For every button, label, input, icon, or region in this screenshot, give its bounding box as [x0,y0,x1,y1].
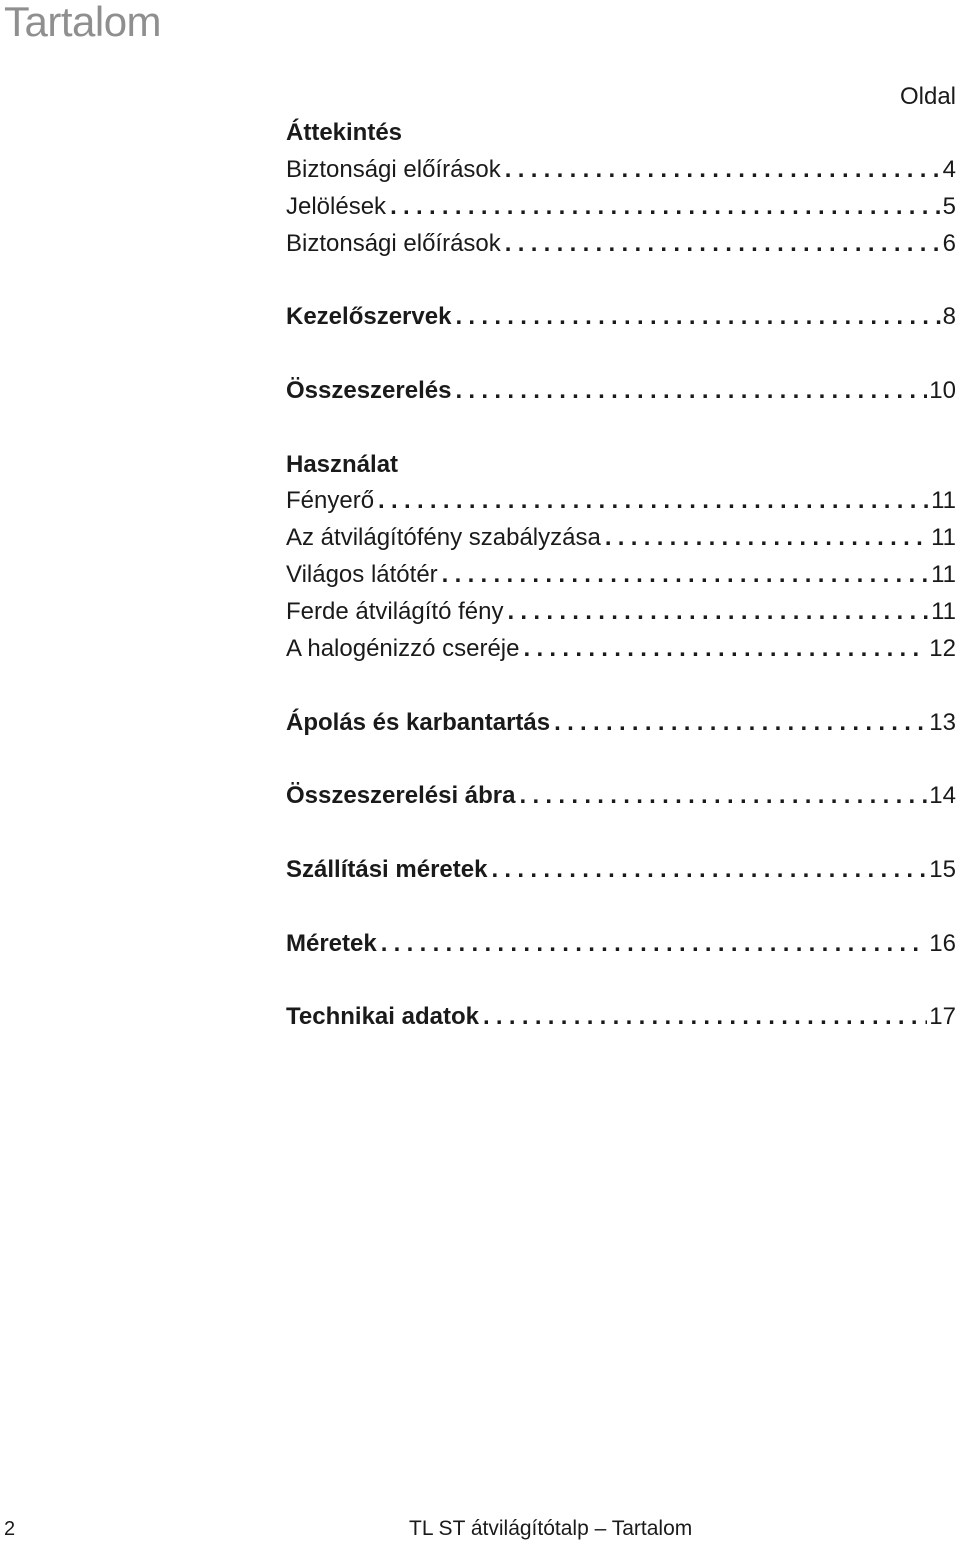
toc-entry-controls[interactable] [286,302,956,332]
toc-entry-label: Kezelőszervek [286,303,452,330]
toc-entry-page: 10 [929,377,956,404]
toc-heading-usage: Használat [286,451,399,478]
toc-entry-shipping-dimensions[interactable] [286,855,956,885]
toc-entry-label: Méretek [286,930,377,957]
toc-entry-technical-data[interactable] [286,1002,956,1032]
toc-entry-page: 14 [929,782,956,809]
toc-dot-leader [442,560,929,590]
toc-entry-oblique-light[interactable] [286,597,956,627]
toc-dot-leader [390,192,941,222]
toc-entry-bright-field[interactable] [286,560,956,590]
toc-heading-overview: Áttekintés [286,119,403,146]
toc-dot-leader [520,781,928,811]
toc-entry-page: 4 [942,156,956,183]
toc-entry-page: 11 [931,524,956,551]
toc-entry-page: 11 [931,487,956,514]
toc-entry-safety-1[interactable] [286,155,956,185]
toc-entry-transmitted-light[interactable] [286,523,956,553]
toc-entry-page: 17 [929,1003,956,1030]
toc-entry-label: Összeszerelési ábra [286,782,516,809]
toc-dot-leader [523,634,927,664]
toc-entry-label: Technikai adatok [286,1003,479,1030]
toc-entry-page: 15 [929,856,956,883]
page-title: Tartalom [4,0,162,45]
toc-entry-page: 12 [929,635,956,662]
toc-dot-leader [381,929,928,959]
toc-dot-leader [491,855,927,885]
toc-entry-page: 16 [929,930,956,957]
toc-entry-brightness[interactable] [286,486,956,516]
toc-entry-label: Az átvilágítófény szabályzása [286,524,601,551]
toc-entry-markings[interactable] [286,192,956,222]
footer-page-number: 2 [4,1518,16,1540]
toc-entry-halogen-lamp[interactable] [286,634,956,664]
toc-entry-label: Szállítási méretek [286,856,488,883]
toc-entry-page: 13 [929,709,956,736]
toc-entry-label: Fényerő [286,487,375,514]
toc-entry-page: 6 [942,230,956,257]
toc-dot-leader [455,376,927,406]
toc-entry-label: Jelölések [286,193,387,220]
toc-entry-label: Világos látótér [286,561,438,588]
footer-document-title: TL ST átvilágítótalp – Tartalom [409,1517,693,1540]
toc-entry-page: 5 [942,193,956,220]
toc-entry-safety-2[interactable] [286,229,956,259]
toc-dot-leader [605,523,929,553]
toc-entry-assembly-diagram[interactable] [286,781,956,811]
toc-entry-label: Ápolás és karbantartás [286,709,551,736]
toc-entry-label: Összeszerelés [286,377,452,404]
toc-entry-label: Biztonsági előírások [286,230,501,257]
toc-entry-assembly[interactable] [286,376,956,406]
toc-entry-label: A halogénizzó cseréje [286,635,520,662]
toc-entry-care[interactable] [286,708,956,738]
toc-entry-page: 11 [931,561,956,588]
toc-dot-leader [505,155,941,185]
toc-dot-leader [483,1002,927,1032]
toc-entry-dimensions[interactable] [286,929,956,959]
page-column-header: Oldal [899,83,956,110]
toc-entry-page: 11 [931,598,956,625]
toc-dot-leader [554,708,927,738]
toc-entry-label: Ferde átvilágító fény [286,598,504,625]
toc-entry-page: 8 [942,303,956,330]
toc-dot-leader [507,597,929,627]
toc-dot-leader [505,229,941,259]
toc-dot-leader [455,302,940,332]
toc-entry-label: Biztonsági előírások [286,156,501,183]
toc-dot-leader [378,486,929,516]
